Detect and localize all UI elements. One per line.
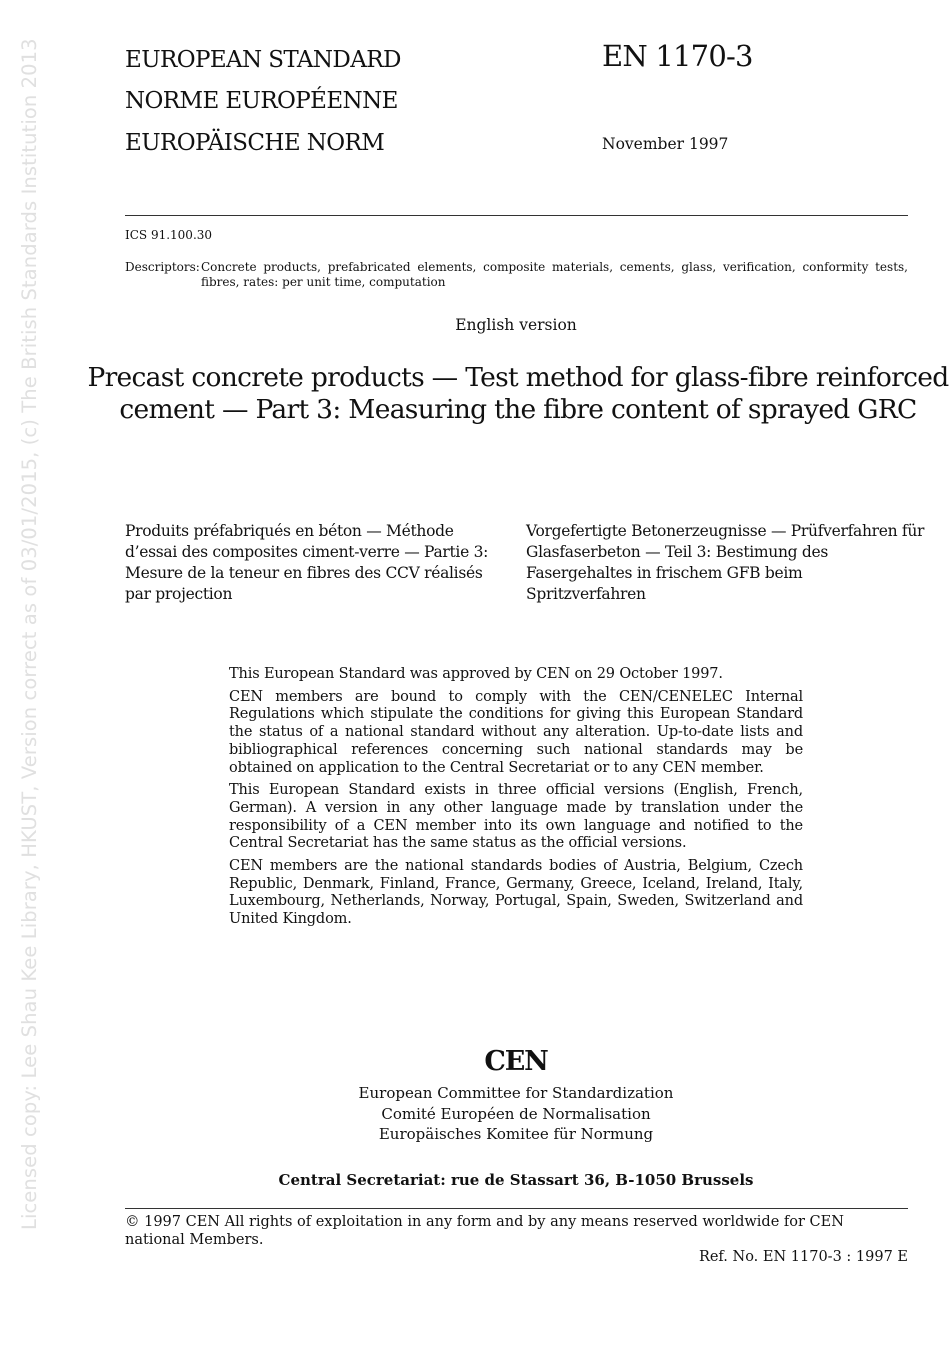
- descriptors-label: Descriptors:: [125, 260, 200, 274]
- header-line-de: EUROPÄISCHE NORM: [125, 130, 385, 156]
- approval-paragraph: This European Standard exists in three official versions (English, French, German). A version in any other language made by translation under the responsibility of a CEN member into its own language and notified to the Central Secretariat has the same status as the official versions.: [229, 782, 803, 852]
- descriptors-text: Concrete products, prefabricated elements, composite materials, cements, glass, verification, conformity tests, fibres, rates: per unit time, computation: [201, 260, 908, 289]
- approval-text: [229, 666, 803, 934]
- german-title-line: Spritzverfahren: [526, 585, 646, 603]
- german-title-line: Fasergehaltes in frischem GFB beim: [526, 564, 803, 582]
- approval-paragraph: This European Standard was approved by CEN on 29 October 1997.: [229, 666, 723, 682]
- standard-number: EN 1170-3: [602, 39, 753, 73]
- title-line-1: Precast concrete products — Test method for glass-fibre reinforced: [87, 362, 949, 393]
- central-secretariat: Central Secretariat: rue de Stassart 36, B-1050 Brussels: [278, 1171, 754, 1189]
- document-title: [85, 362, 950, 426]
- header-divider: [125, 215, 908, 216]
- publication-date: November 1997: [602, 135, 729, 153]
- french-title: Produits préfabriqués en béton — Méthode d’essai des composites ciment-verre — Partie 3: Mesure de la teneur en fibres des CCV réalisés par projection: [125, 522, 489, 603]
- organization-name: Europäisches Komitee für Normung: [378, 1125, 654, 1143]
- organization-names: [83, 1083, 949, 1145]
- descriptors: [125, 260, 908, 290]
- organization-name: Comité Européen de Normalisation: [381, 1104, 651, 1123]
- approval-paragraph: CEN members are the national standards bodies of Austria, Belgium, Czech Republic, Denmark, Finland, France, Germany, Greece, Iceland, Ireland, Italy, Luxembourg, Netherlands, Norway, Portugal, Spain, Sweden, Switzerland and United Kingdom.: [229, 858, 803, 928]
- footer-divider: [125, 1208, 908, 1209]
- german-title-line: Vorgefertigte Betonerzeugnisse — Prüfverfahren für: [526, 522, 925, 540]
- german-title: [526, 521, 926, 605]
- organization-name: European Committee for Standardization: [358, 1084, 674, 1102]
- ics-code: ICS 91.100.30: [125, 228, 213, 242]
- approval-paragraph: CEN members are bound to comply with the CEN/CENELEC Internal Regulations which stipulate the conditions for giving this European Standard the status of a national standard without any alteration. Up-to-date lists and bibliographical references concerning such national standards may be obtained on application to the Central Secretariat or to any CEN member.: [229, 688, 803, 776]
- german-title-line: Glasfaserbeton — Teil 3: Bestimung des: [526, 543, 829, 561]
- cen-logo-text: CEN: [484, 1046, 548, 1077]
- title-line-2: cement — Part 3: Measuring the fibre content of sprayed GRC: [119, 394, 917, 425]
- header-line-en: EUROPEAN STANDARD: [125, 47, 401, 73]
- header-line-fr: NORME EUROPÉENNE: [125, 88, 398, 114]
- version-label: English version: [455, 316, 577, 334]
- license-watermark: Licensed copy: Lee Shau Kee Library, HKUST, Version correct as of 03/01/2015, (c) The British Standards Institution 2013: [18, 38, 41, 1230]
- reference-number: Ref. No. EN 1170-3 : 1997 E: [698, 1249, 908, 1265]
- copyright-notice: © 1997 CEN All rights of exploitation in any form and by any means reserved worldwide for CEN national Members.: [125, 1214, 844, 1248]
